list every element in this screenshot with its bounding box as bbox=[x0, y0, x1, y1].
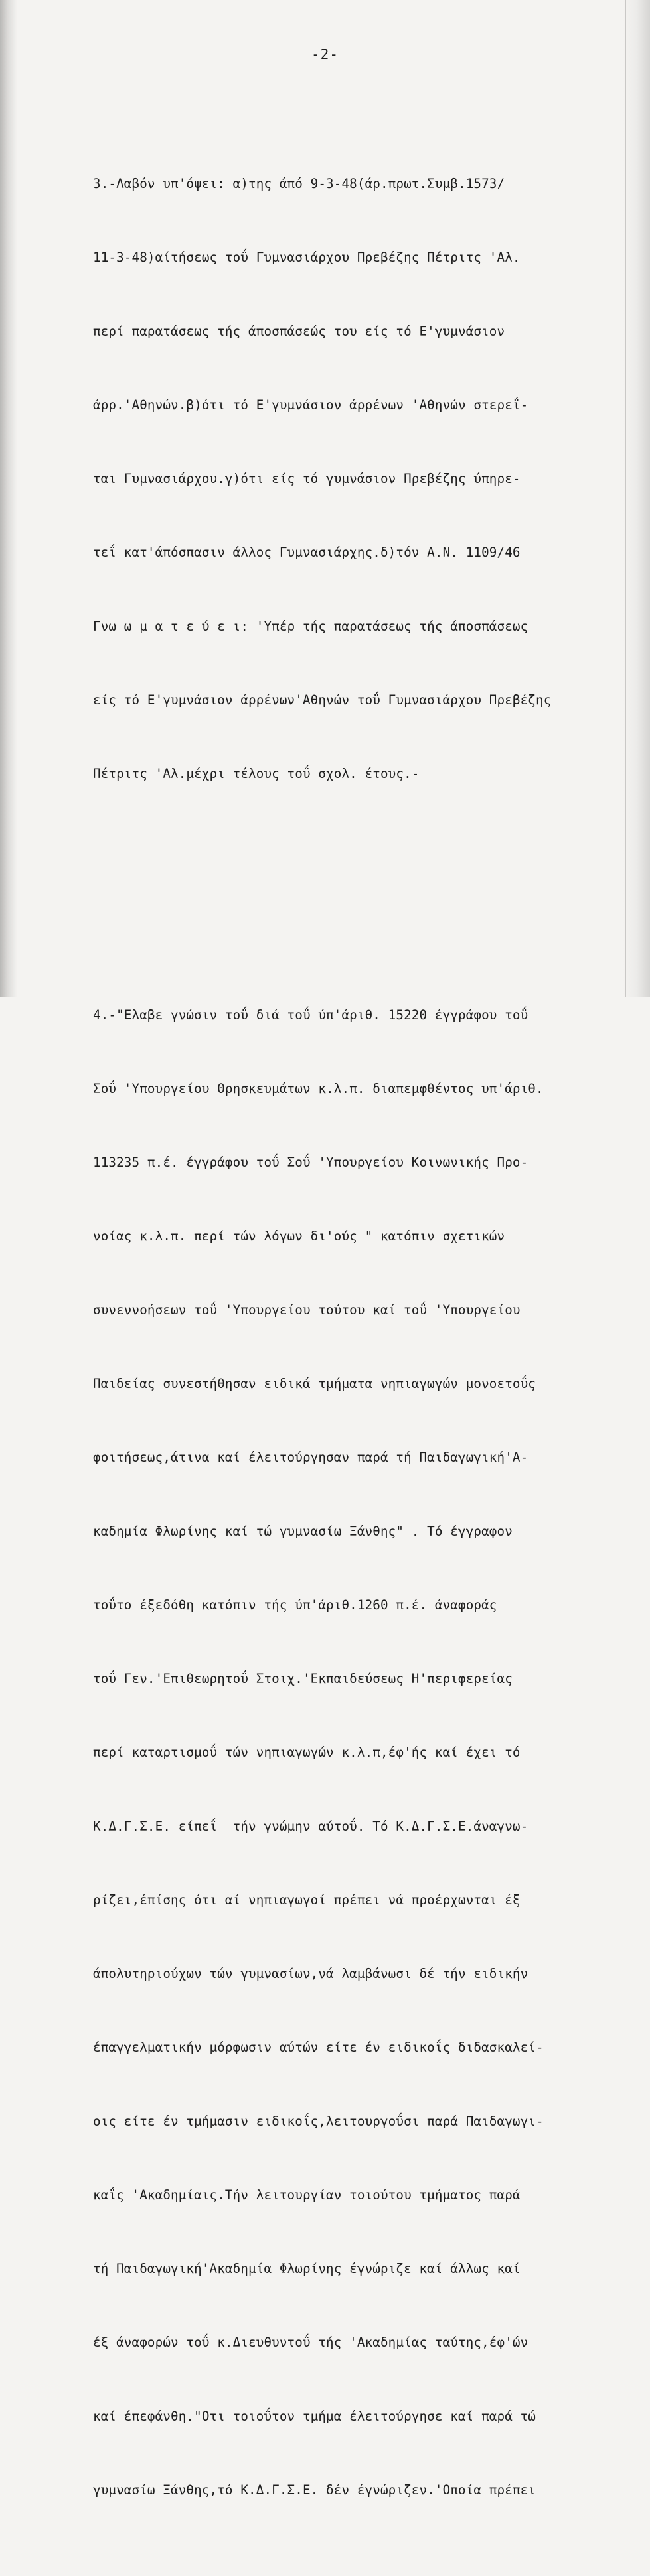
text-line: έπαγγελματικήν μόρφωσιν αύτών είτε έν ειδικοΐς διδασκαλεί- bbox=[93, 2040, 544, 2055]
text-line: ρίζει,έπίσης ότι αί νηπιαγωγοί πρέπει νά προέρχωνται έξ bbox=[93, 1892, 521, 1908]
text-line: τή Παιδαγωγική'Ακαδημία Φλωρίνης έγνώριζε καί άλλως καί bbox=[93, 2261, 521, 2276]
text-line: καΐς 'Ακαδημίαις.Τήν λειτουργίαν τοιούτου τμήματος παρά bbox=[93, 2187, 521, 2203]
text-line: νοίας κ.λ.π. περί τών λόγων δι'ούς " κατόπιν σχετικών bbox=[93, 1229, 505, 1244]
paragraph-gap bbox=[93, 884, 624, 904]
text-line: Πέτριτς 'Αλ.μέχρι τέλους τοΰ σχολ. έτους.- bbox=[93, 766, 420, 781]
document-body bbox=[93, 73, 624, 2576]
text-line: ται Γυμνασιάρχου.γ)ότι είς τό γυμνάσιον Πρεβέζης ύπηρε- bbox=[93, 471, 521, 486]
page-number: -2- bbox=[311, 47, 339, 62]
text-line: καί έπεφάνθη."Οτι τοιοΰτον τμήμα έλειτούργησε καί παρά τώ bbox=[93, 2409, 536, 2424]
text-line: τοΰτο έξεδόθη κατόπιν τής ύπ'άριθ.1260 π.έ. άναφοράς bbox=[93, 1597, 497, 1613]
paragraph-item-3 bbox=[93, 122, 624, 835]
text-line: Γνω ω μ α τ ε ύ ε ι: 'Υπέρ τής παρατάσεως τής άποσπάσεως bbox=[93, 619, 528, 634]
scan-edge-right bbox=[623, 0, 650, 997]
text-line: 4.-"Ελαβε γνώσιν τοΰ διά τοΰ ύπ'άριθ. 15220 έγγράφου τοΰ bbox=[93, 1007, 528, 1023]
text-line: περί παρατάσεως τής άποσπάσεώς του είς τό Ε'γυμνάσιον bbox=[93, 324, 505, 339]
text-line: Σοΰ 'Υπουργείου Θρησκευμάτων κ.λ.π. διαπεμφθέντος υπ'άριθ. bbox=[93, 1081, 544, 1096]
text-line: γυμνασίω Ξάνθης,τό Κ.Δ.Γ.Σ.Ε. δέν έγνώριζεν.'Οποία πρέπει bbox=[93, 2482, 536, 2498]
scan-edge-left bbox=[0, 0, 17, 997]
text-line: τοΰ Γεν.'Επιθεωρητοΰ Στοιχ.'Εκπαιδεύσεως Η'περιφερείας bbox=[93, 1671, 513, 1686]
text-line: 113235 π.έ. έγγράφου τοΰ Σοΰ 'Υπουργείου Κοινωνικής Προ- bbox=[93, 1155, 528, 1170]
text-line: οις είτε έν τμήμασιν ειδικοΐς,λειτουργοΰσι παρά Παιδαγωγι- bbox=[93, 2114, 544, 2129]
paragraph-item-4 bbox=[93, 953, 624, 2551]
text-line: συνεννοήσεων τοΰ 'Υπουργείου τούτου καί τοΰ 'Υπουργείου bbox=[93, 1302, 521, 1318]
text-line: άπολυτηριούχων τών γυμνασίων,νά λαμβάνωσι δέ τήν ειδικήν bbox=[93, 1966, 528, 1981]
text-line: Κ.Δ.Γ.Σ.Ε. είπεΐ τήν γνώμην αύτοΰ. Τό Κ.Δ.Γ.Σ.Ε.άναγνω- bbox=[93, 1819, 528, 1834]
text-line: είς τό Ε'γυμνάσιον άρρένων'Αθηνών τοΰ Γυμνασιάρχου Πρεβέζης bbox=[93, 692, 552, 708]
text-line: Παιδείας συνεστήθησαν ειδικά τμήματα νηπιαγωγών μονοετοΰς bbox=[93, 1376, 536, 1391]
scan-fold-line bbox=[625, 0, 626, 997]
text-line: φοιτήσεως,άτινα καί έλειτούργησαν παρά τή Παιδαγωγική'Α- bbox=[93, 1450, 528, 1465]
text-line: τεΐ κατ'άπόσπασιν άλλος Γυμνασιάρχης.δ)τόν Α.Ν. 1109/46 bbox=[93, 545, 521, 560]
text-line: άρρ.'Αθηνών.β)ότι τό Ε'γυμνάσιον άρρένων 'Αθηνών στερεΐ- bbox=[93, 397, 528, 413]
text-line: καδημία Φλωρίνης καί τώ γυμνασίω Ξάνθης" . Τό έγγραφον bbox=[93, 1524, 513, 1539]
text-line: περί καταρτισμοΰ τών νηπιαγωγών κ.λ.π,έφ'ής καί έχει τό bbox=[93, 1745, 521, 1760]
text-line: 3.-Λαβόν υπ'όψει: α)της άπό 9-3-48(άρ.πρωτ.Συμβ.1573/ bbox=[93, 176, 505, 191]
text-line: 11-3-48)αίτήσεως τοΰ Γυμνασιάρχου Πρεβέζης Πέτριτς 'Αλ. bbox=[93, 250, 521, 265]
text-line: έξ άναφορών τοΰ κ.Διευθυντοΰ τής 'Ακαδημίας ταύτης,έφ'ών bbox=[93, 2335, 528, 2350]
